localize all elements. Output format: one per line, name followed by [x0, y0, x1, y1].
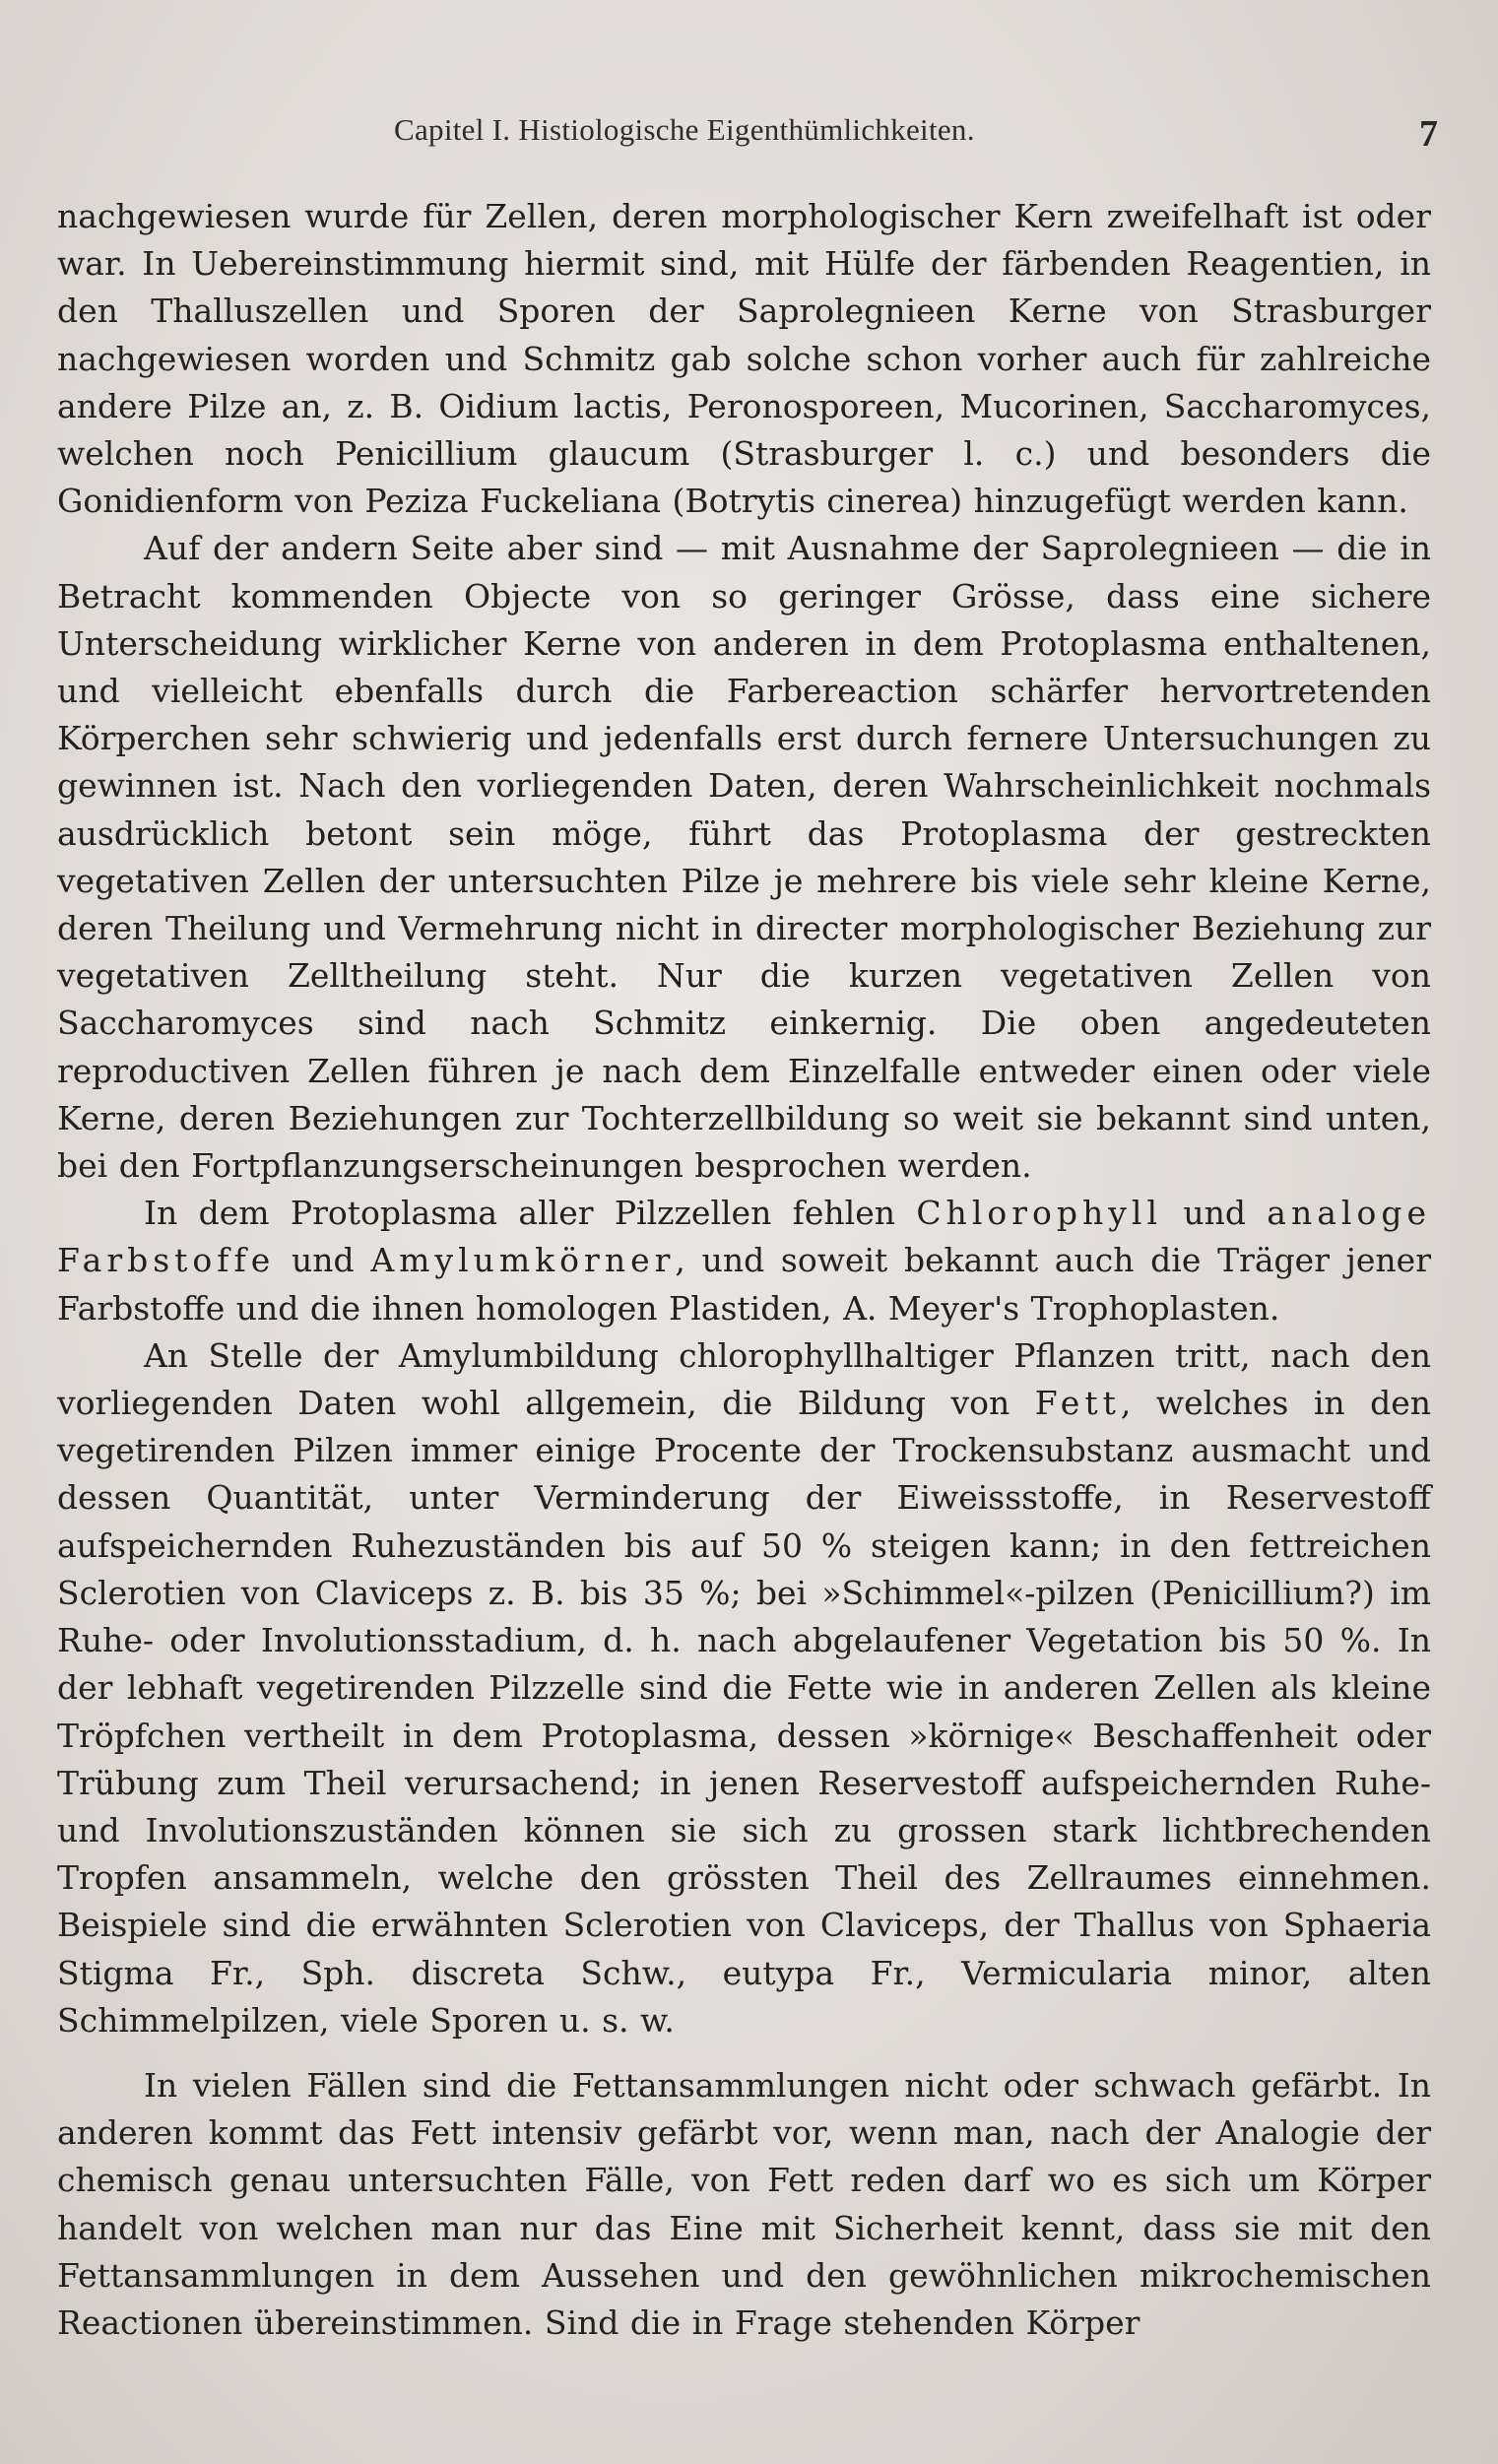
paragraph-2-text: Auf der andern Seite aber sind — mit Ausnahme der Saprolegnieen — die in Betracht kommenden Objecte von so geringer Grösse, dass eine sichere Unterscheidung wirklicher Kerne von anderen in dem Protoplasma enthaltenen, und vielleicht ebenfalls durch die Farbereaction schärfer hervortretenden Körperchen sehr schwierig und jedenfalls erst durch fernere Untersuchungen zu gewinnen ist. Nach den vorliegenden Daten, deren Wahrscheinlichkeit nochmals ausdrücklich betont sein möge, führt das Protoplasma der gestreckten vegetativen Zellen der untersuchten Pilze je mehrere bis viele sehr kleine Kerne, deren Theilung und Vermehrung nicht in directer morphologischer Beziehung zur vegetativen Zelltheilung steht. Nur die kurzen vegetativen Zellen von Saccharomyces sind nach Schmitz einkernig. Die oben angedeuteten reproductiven Zellen führen je nach dem Einzelfalle entweder einen oder viele Kerne, deren Beziehungen zur Tochterzellbildung so weit sie bekannt sind unten, bei den Fortpflanzungserscheinungen besprochen werden.: [57, 529, 1431, 1186]
running-head: Capitel I. Histiologische Eigenthümlichkeiten.: [394, 112, 975, 147]
paragraph-4: [57, 1332, 1431, 2044]
paragraph-4-text-after: , welches in den vegetirenden Pilzen immer einige Procente der Trockensubstanz ausmacht und dessen Quantität, unter Verminderung der Eiweissstoffe, in Reservestoff aufspeichernden Ruhezuständen bis auf 50 % steigen kann; in den fettreichen Sclerotien von Claviceps z. B. bis 35 %; bei »Schimmel«-pilzen (Penicillium?) im Ruhe- oder Involutionsstadium, d. h. nach abgelaufener Vegetation bis 50 %. In der lebhaft vegetirenden Pilzzelle sind die Fette wie in anderen Zellen als kleine Tröpfchen vertheilt in dem Protoplasma, dessen »körnige« Beschaffenheit oder Trübung zum Theil verursachend; in jenen Reservestoff aufspeichernden Ruhe- und Involutionszuständen können sie sich zu grossen stark lichtbrechenden Tropfen ansammeln, welche den grössten Theil des Zellraumes einnehmen. Beispiele sind die erwähnten Sclerotien von Claviceps, der Thallus von Sphaeria Stigma Fr., Sph. discreta Schw., eutypa Fr., Vermicularia minor, alten Schimmelpilzen, viele Sporen u. s. w.: [57, 1384, 1431, 2040]
paragraph-5-text: In vielen Fällen sind die Fettansammlungen nicht oder schwach gefärbt. In anderen kommt das Fett intensiv gefärbt vor, wenn man, nach der Analogie der chemisch genau untersuchten Fälle, von Fett reden darf wo es sich um Körper handelt von welchen man nur das Eine mit Sicherheit kennt, dass sie mit den Fettansammlungen in dem Aussehen und den gewöhnlichen mikrochemischen Reactionen übereinstimmen. Sind die in Frage stehenden Körper: [57, 2065, 1431, 2342]
paragraph-3-text-after: , und soweit bekannt auch die Träger jener Farbstoffe und die ihnen homologen Plastiden, A. Meyer's Trophoplasten.: [57, 1241, 1431, 1328]
page-header: [59, 106, 1438, 165]
spaced-term-fett: Fett: [1034, 1384, 1121, 1423]
paragraph-1-text: nachgewiesen wurde für Zellen, deren morphologischer Kern zweifelhaft ist oder war. In Uebereinstimmung hiermit sind, mit Hülfe der färbenden Reagentien, in den Thalluszellen und Sporen der Saprolegnieen Kerne von Strasburger nachgewiesen worden und Schmitz gab solche schon vorher auch für zahlreiche andere Pilze an, z. B. Oidium lactis, Peronosporeen, Mucorinen, Saccharomyces, welchen noch Penicillium glaucum (Strasburger l. c.) und besonders die Gonidienform von Peziza Fuckeliana (Botrytis cinerea) hinzugefügt werden kann.: [57, 197, 1431, 521]
paragraph-3-text-before: In dem Protoplasma aller Pilzzellen fehlen: [144, 1194, 917, 1233]
paragraph-2: [57, 525, 1431, 1190]
paragraph-3-text-mid-1: und: [1162, 1194, 1268, 1233]
paragraph-5: [57, 2062, 1431, 2347]
paragraph-1: [57, 193, 1431, 525]
paragraph-3: [57, 1190, 1431, 1332]
page-number: 7: [1419, 113, 1438, 155]
spaced-term-amylumkoerner: Amylumkörner: [370, 1241, 676, 1280]
paragraph-4-text-before: An Stelle der Amylumbildung chlorophyllhaltiger Pflanzen tritt, nach den vorliegenden Daten wohl allgemein, die Bildung von: [57, 1335, 1431, 1423]
spaced-term-chlorophyll: Chlorophyll: [916, 1194, 1163, 1233]
spaced-term-farbstoffe: analoge Farbstoffe: [57, 1194, 1431, 1280]
paragraph-3-text-mid-2: und: [275, 1241, 371, 1280]
body-text: [57, 193, 1431, 2347]
